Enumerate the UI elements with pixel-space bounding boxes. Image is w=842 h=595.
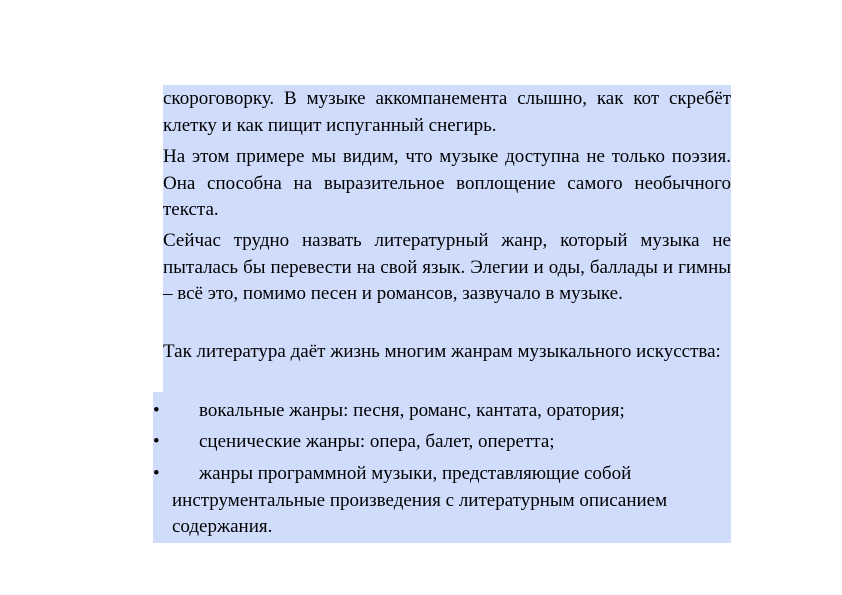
list-item (153, 429, 731, 456)
bullet-icon: • (153, 463, 160, 484)
list-item-text: сценические жанры: опера, балет, оперетта; (199, 431, 555, 452)
paragraph-3: Сейчас трудно назвать литературный жанр, который музыка не пыталась бы перевести на свой язык. Элегии и оды, баллады и гимны – всё это, помимо песен и романсов, зазвучало в музыке. (163, 230, 731, 304)
list-item (153, 398, 731, 425)
list-item (153, 461, 731, 541)
paragraph-4: Так литература даёт жизнь многим жанрам музыкального искусства: (163, 341, 721, 362)
list-item-text: жанры программной музыки, представляющие собой инструментальные произведения с литературным описанием содержания. (172, 463, 668, 537)
bullet-icon: • (153, 400, 160, 421)
list-item-text: вокальные жанры: песня, романс, кантата, оратория; (199, 400, 625, 421)
paragraph-1: скороговорку. В музыке аккомпанемента слышно, как кот скребёт клетку и как пищит испуганный снегирь. (163, 88, 731, 136)
bullet-icon: • (153, 431, 160, 452)
paragraph-2: На этом примере мы видим, что музыке доступна не только поэзия. Она способна на выразительное воплощение самого необычного текста. (163, 146, 731, 220)
